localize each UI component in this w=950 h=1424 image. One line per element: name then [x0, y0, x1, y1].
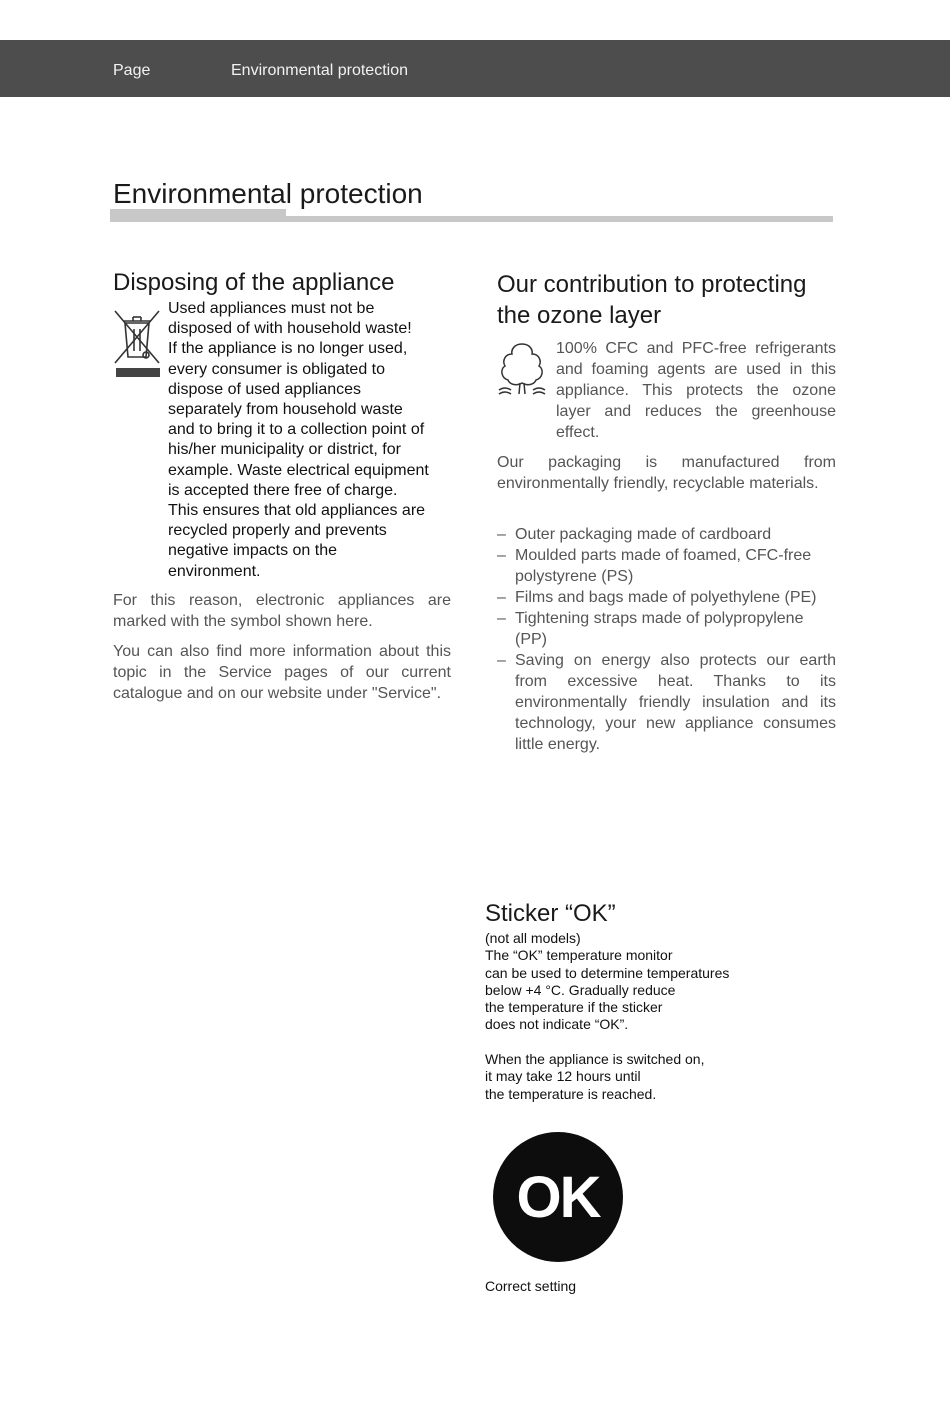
warning-line: This ensures that old appliances are: [168, 502, 426, 520]
warning-line: and to bring it to a collection point of: [168, 421, 425, 439]
crossed-out-wheelie-bin-icon: [111, 307, 163, 379]
warning-line: disposed of with household waste!: [168, 320, 412, 338]
service-paragraph: You can also find more information about this topic in the Service pages of our current catalogue and on our website under "Service".: [113, 643, 451, 702]
ozone-intro: 100% CFC and PFC-free refrigerants and foaming agents are used in this appliance. This protects the ozone layer and reduces the greenhouse effect.: [556, 340, 836, 441]
list-item: – Moulded parts made of foamed, CFC-free polystyrene (PS): [497, 545, 836, 587]
warning-line: Used appliances must not be: [168, 300, 375, 317]
warning-line: example. Waste electrical equipment: [168, 461, 429, 479]
warning-line: environment.: [168, 562, 261, 580]
sticker-line: it may take 12 hours until: [485, 1068, 641, 1085]
sticker-line: the temperature if the sticker: [485, 999, 663, 1016]
sticker-line: below +4 °C. Gradually reduce: [485, 981, 676, 998]
header-page-label: Page: [113, 62, 151, 79]
list-item: – Saving on energy also protects our earth from excessive heat. Thanks to its environmentally friendly insulation and its technology, your new appliance consumes little energy.: [497, 650, 836, 755]
sticker-line: does not indicate “OK”.: [485, 1016, 629, 1033]
list-item: – Films and bags made of polyethylene (PE): [497, 587, 847, 608]
list-item: – Tightening straps made of polypropylene (PP): [497, 608, 836, 650]
symbol-paragraph: For this reason, electronic appliances are marked with the symbol shown here.: [113, 592, 451, 630]
warning-line: dispose of used appliances: [168, 380, 362, 398]
page-title: Environmental protection: [113, 178, 423, 209]
list-item: – Outer packaging made of cardboard: [497, 524, 836, 545]
warning-line: negative impacts on the: [168, 542, 337, 560]
warning-line: is accepted there free of charge.: [168, 481, 398, 499]
ok-caption: Correct setting: [485, 1278, 577, 1294]
ok-sticker-icon: [493, 1132, 623, 1262]
sticker-line: the temperature is reached.: [485, 1085, 657, 1102]
disposing-heading: Disposing of the appliance: [113, 269, 395, 296]
running-header: [0, 40, 950, 97]
title-rule: [110, 216, 833, 222]
ok-sticker-label: OK: [516, 1164, 600, 1230]
sticker-line: When the appliance is switched on,: [485, 1051, 705, 1068]
warning-line: separately from household waste: [168, 401, 403, 419]
sticker-description: [485, 930, 785, 1103]
sticker-line: The “OK” temperature monitor: [485, 947, 673, 964]
warning-line: If the appliance is no longer used,: [168, 340, 408, 358]
disposal-warning: [168, 299, 460, 582]
sticker-heading: Sticker “OK”: [485, 900, 616, 927]
header-section-label: Environmental protection: [231, 62, 408, 79]
ozone-heading: Our contribution to protecting the ozone layer: [497, 271, 807, 329]
tree-icon: [497, 340, 547, 398]
packaging-paragraph: Our packaging is manufactured from environmentally friendly, recyclable materials.: [497, 454, 836, 492]
warning-line: recycled properly and prevents: [168, 522, 387, 540]
warning-line: every consumer is obligated to: [168, 360, 385, 378]
warning-line: his/her municipality or district, for: [168, 441, 401, 459]
sticker-line: can be used to determine temperatures: [485, 964, 730, 981]
packaging-list: [497, 524, 847, 755]
sticker-line: (not all models): [485, 930, 581, 946]
